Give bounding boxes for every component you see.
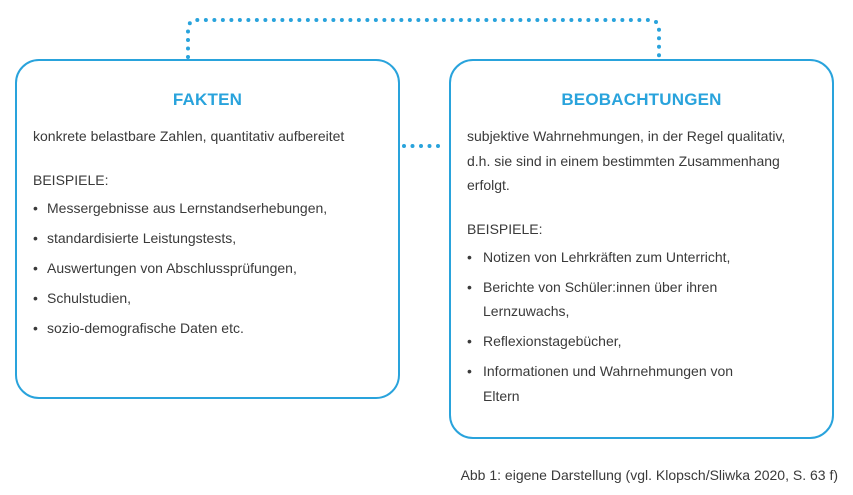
facts-box	[15, 59, 400, 399]
list-item: • Reflexionstagebücher,	[467, 329, 832, 354]
list-item: • standardisierte Leistungstests,	[33, 226, 398, 251]
list-item: • Schulstudien,	[33, 286, 398, 311]
observations-title: BEOBACHTUNGEN	[561, 90, 722, 109]
observations-examples-label: BEISPIELE:	[467, 220, 543, 237]
list-item: • Auswertungen von Abschlussprüfungen,	[33, 256, 398, 281]
facts-examples-label: BEISPIELE:	[33, 171, 109, 188]
list-item: • Notizen von Lehrkräften zum Unterricht,	[467, 245, 832, 270]
top-dotted-connector	[188, 20, 659, 57]
facts-description: konkrete belastbare Zahlen, quantitativ aufbereitet	[33, 128, 345, 144]
facts-title: FAKTEN	[172, 90, 243, 109]
list-item: • Berichte von Schüler:innen über ihren Lernzuwachs,	[467, 275, 773, 324]
observations-description: subjektive Wahrnehmungen, in der Regel qualitativ, d.h. sie sind in einem bestimmten Zusammenhang erfolgt.	[467, 128, 786, 193]
list-item: • Messergebnisse aus Lernstandserhebungen,	[33, 196, 398, 221]
facts-examples-list	[33, 196, 398, 341]
observations-examples-list	[467, 245, 832, 409]
list-item: • Informationen und Wahrnehmungen von Eltern	[467, 359, 773, 408]
figure-caption: Abb 1: eigene Darstellung (vgl. Klopsch/Sliwka 2020, S. 63 f)	[460, 467, 838, 483]
observations-box	[449, 59, 834, 439]
list-item: • sozio-demografische Daten etc.	[33, 316, 398, 341]
